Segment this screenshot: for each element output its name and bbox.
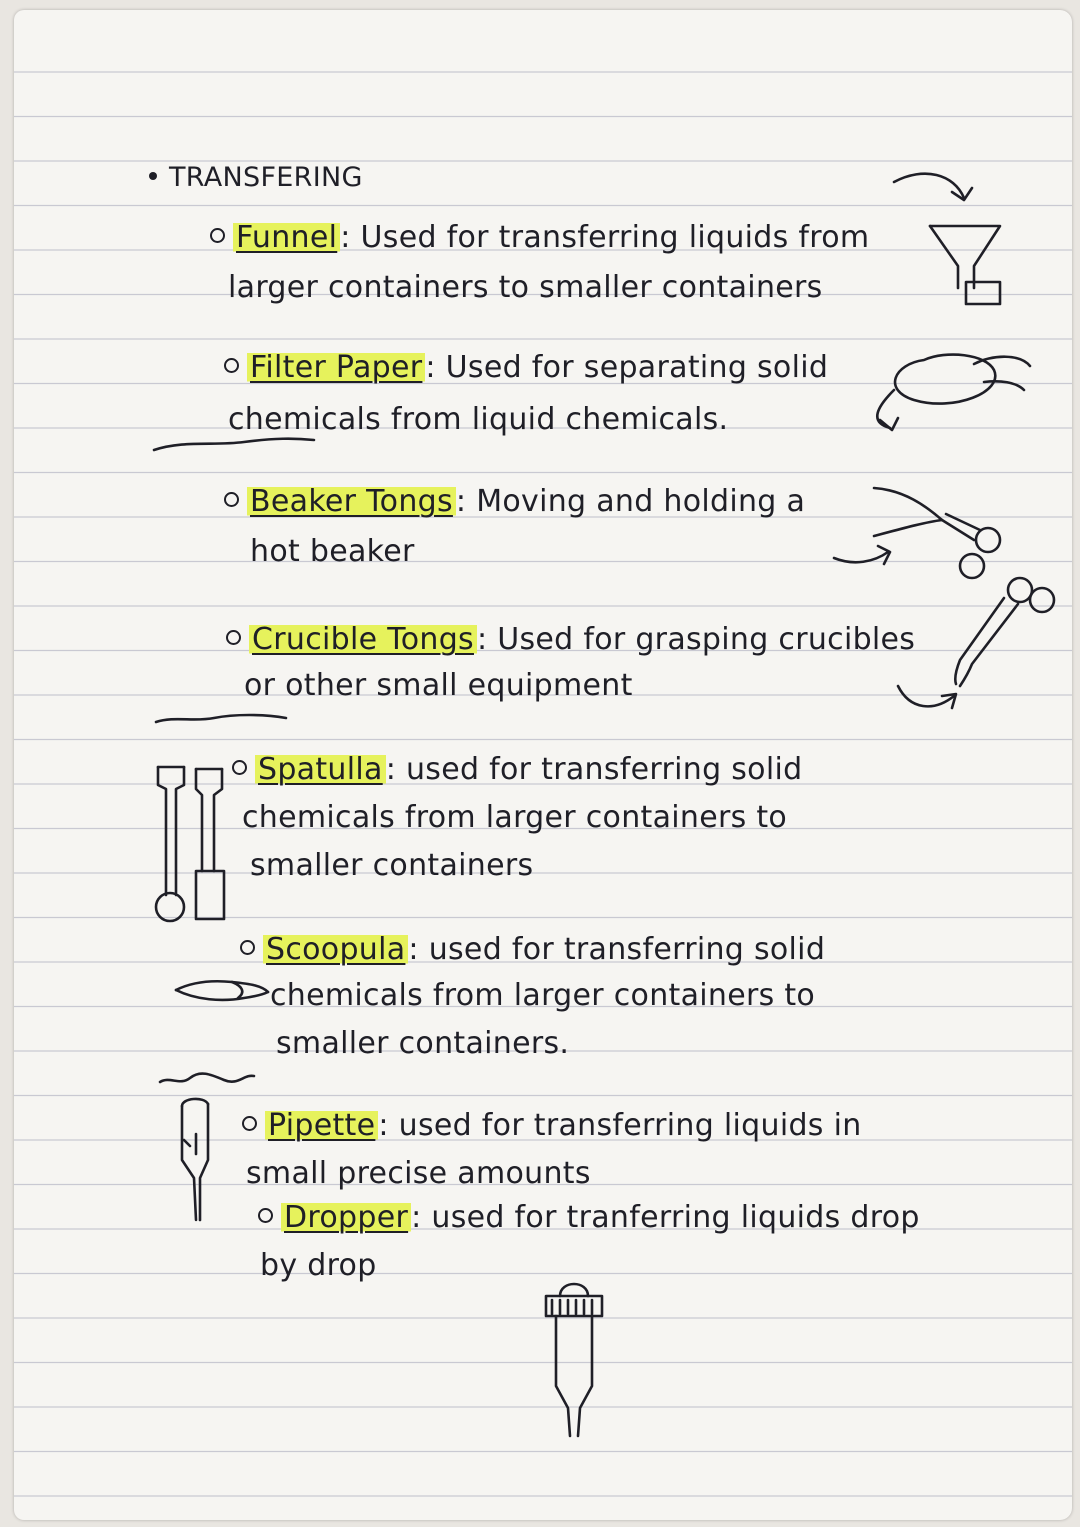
separator: : — [455, 484, 467, 519]
desc-scoopula-3: smaller containers. — [276, 1026, 570, 1061]
filter-paper-sketch-icon — [834, 330, 1034, 450]
desc-filter-paper-1: Used for separating solid — [445, 350, 829, 385]
separator: : — [425, 350, 436, 385]
spatula-sketch-icon — [154, 755, 244, 935]
separator: : — [385, 752, 397, 787]
desc-scoopula-2: chemicals from larger containers to — [270, 978, 816, 1013]
term-funnel: Funnel — [233, 220, 340, 255]
term-pipette: Pipette — [265, 1108, 378, 1143]
desc-scoopula-1: used for transferring solid — [428, 932, 826, 967]
term-beaker-tongs: Beaker Tongs — [247, 484, 456, 519]
term-filter-paper: Filter Paper — [247, 350, 425, 385]
separator: : — [411, 1200, 422, 1235]
desc-spatulla-2: chemicals from larger containers to — [242, 800, 788, 835]
desc-dropper-2: by drop — [260, 1248, 377, 1283]
crucible-tongs-sketch-icon — [894, 570, 1064, 730]
desc-spatulla-1: used for transferring solid — [405, 752, 803, 787]
separator: : — [408, 932, 419, 967]
desc-beaker-tongs-2: hot beaker — [250, 534, 415, 569]
term-crucible-tongs: Crucible Tongs — [249, 622, 477, 657]
desc-pipette-1: used for transferring liquids in — [398, 1108, 862, 1143]
desc-funnel-2: larger containers to smaller containers — [228, 270, 823, 305]
separator: : — [340, 220, 351, 255]
term-scoopula: Scoopula — [263, 932, 408, 967]
pipette-sketch-icon — [174, 1090, 234, 1240]
funnel-sketch-icon — [894, 170, 1024, 320]
separator: : — [476, 622, 488, 657]
notebook-page — [14, 10, 1072, 1520]
desc-dropper-1: used for tranferring liquids drop — [431, 1200, 920, 1235]
term-spatulla: Spatulla — [255, 752, 386, 787]
scoopula-sketch-icon — [172, 960, 282, 1020]
desc-beaker-tongs-1: Moving and holding a — [476, 484, 806, 519]
heading-text: TRANSFERING — [169, 162, 363, 193]
desc-pipette-2: small precise amounts — [246, 1156, 591, 1191]
desc-crucible-tongs-2: or other small equipment — [244, 668, 633, 703]
desc-funnel-1: Used for transferring liquids from — [360, 220, 870, 255]
desc-filter-paper-2: chemicals from liquid chemicals. — [228, 402, 729, 437]
term-dropper: Dropper — [281, 1200, 411, 1235]
dropper-sketch-icon — [524, 1276, 624, 1456]
desc-crucible-tongs-1: Used for grasping crucibles — [497, 622, 916, 657]
separator: : — [378, 1108, 389, 1143]
desc-spatulla-3: smaller containers — [250, 848, 534, 883]
